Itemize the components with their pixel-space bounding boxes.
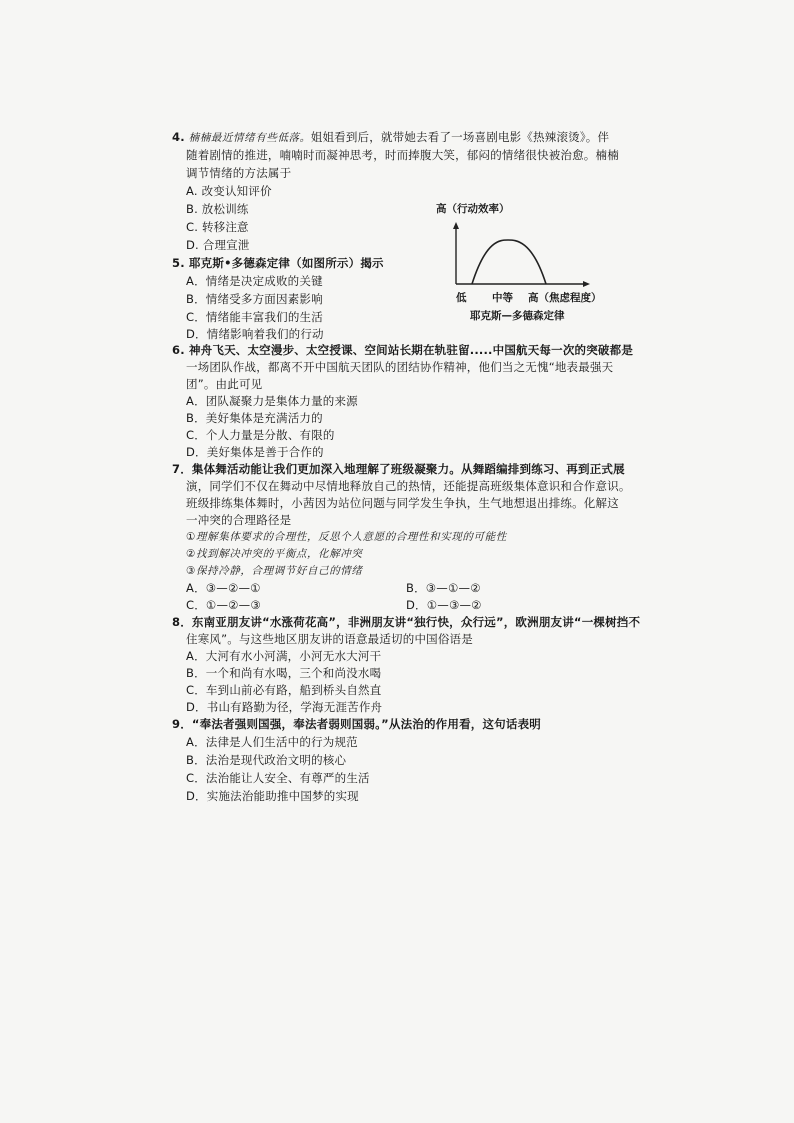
y-axis-arrow bbox=[453, 222, 459, 229]
q9-option-d: D．实施法治能助推中国梦的实现 bbox=[186, 789, 359, 803]
chart-caption: 耶克斯—多德森定律 bbox=[470, 310, 565, 322]
x-tick-mid: 中等 bbox=[492, 292, 513, 304]
chart-y-label: 高（行动效率） bbox=[436, 203, 510, 215]
q7-item-2: ②找到解决冲突的平衡点，化解冲突 bbox=[186, 548, 363, 560]
x-tick-low: 低 bbox=[456, 292, 467, 304]
chart-plot bbox=[428, 198, 618, 324]
q4-number: 4. bbox=[172, 130, 185, 144]
q7-option-d: D．①—③—② bbox=[406, 598, 482, 612]
q7-option-a: A．③—②—① bbox=[186, 581, 261, 595]
q7-option-c: C．①—②—③ bbox=[186, 598, 261, 612]
q4-option-d: D. 合理宣泄 bbox=[186, 238, 250, 252]
q4-line-1 bbox=[172, 129, 609, 146]
q7-option-b: B．③—①—② bbox=[406, 581, 481, 595]
q8-option-c: C．车到山前必有路，船到桥头自然直 bbox=[186, 683, 382, 697]
q6-option-a: A．团队凝聚力是集体力量的来源 bbox=[186, 394, 358, 408]
q6-option-d: D．美好集体是善于合作的 bbox=[186, 445, 324, 459]
q8-line-1: 8．东南亚朋友讲“水涨荷花高”，非洲朋友讲“独行快，众行远”，欧洲朋友讲“一棵树挡不 bbox=[172, 615, 641, 629]
q4-line-3: 调节情绪的方法属于 bbox=[186, 166, 292, 180]
q6-line-1: 6. 神舟飞天、太空漫步、太空授课、空间站长期在轨驻留.....中国航天每一次的突破都是 bbox=[172, 343, 634, 357]
q6-line-2: 一场团队作战，都离不开中国航天团队的团结协作精神，他们当之无愧“地表最强天 bbox=[186, 360, 614, 374]
q4-option-a: A. 改变认知评价 bbox=[186, 184, 272, 198]
q4-option-c: C. 转移注意 bbox=[186, 220, 249, 234]
q4-option-b: B. 放松训练 bbox=[186, 202, 249, 216]
q4-faint-text: 楠楠最近情绪有些低落。 bbox=[188, 132, 311, 144]
q8-option-b: B．一个和尚有水喝，三个和尚没水喝 bbox=[186, 666, 382, 680]
q9-option-a: A．法律是人们生活中的行为规范 bbox=[186, 735, 358, 749]
q4-line-2: 随着剧情的推进，喃喃时而凝神思考，时而捧腹大笑，郁闷的情绪很快被治愈。楠楠 bbox=[186, 148, 619, 162]
q9-stem: 9．“奉法者强则国强，奉法者弱则国弱。”从法治的作用看，这句话表明 bbox=[172, 717, 541, 731]
q7-line-2: 演，同学们不仅在舞动中尽情地释放自己的热情，还能提高班级集体意识和合作意识。 bbox=[186, 479, 631, 493]
q7-line-4: 一冲突的合理路径是 bbox=[186, 513, 292, 527]
q5-stem: 5. 耶克斯•多德森定律（如图所示）揭示 bbox=[172, 256, 384, 270]
yerkes-dodson-chart bbox=[428, 198, 618, 324]
q5-option-d: D．情绪影响着我们的行动 bbox=[186, 327, 324, 341]
q7-item-1: ①理解集体要求的合理性，反思个人意愿的合理性和实现的可能性 bbox=[186, 531, 507, 543]
performance-curve bbox=[472, 240, 546, 284]
q5-option-c: C．情绪能丰富我们的生活 bbox=[186, 310, 323, 324]
x-tick-high: 高（焦虑程度） bbox=[528, 292, 602, 304]
q9-option-b: B．法治是现代政治文明的核心 bbox=[186, 753, 347, 767]
q9-option-c: C．法治能让人安全、有尊严的生活 bbox=[186, 771, 370, 785]
q5-option-a: A．情绪是决定成败的关键 bbox=[186, 274, 323, 288]
q8-line-2: 住寒风”。与这些地区朋友讲的语意最适切的中国俗语是 bbox=[186, 632, 473, 646]
q5-option-b: B．情绪受多方面因素影响 bbox=[186, 292, 323, 306]
q8-option-a: A．大河有水小河满，小河无水大河干 bbox=[186, 649, 382, 663]
q6-option-b: B．美好集体是充满活力的 bbox=[186, 411, 323, 425]
q8-option-d: D．书山有路勤为径，学海无涯苦作舟 bbox=[186, 700, 383, 714]
q7-item-3: ③保持冷静，合理调节好自己的情绪 bbox=[186, 565, 363, 577]
q4-line-1-text: 姐姐看到后，就带她去看了一场喜剧电影《热辣滚烫》。伴 bbox=[310, 130, 610, 144]
x-axis-arrow bbox=[583, 281, 590, 287]
q6-line-3: 团”。由此可见 bbox=[186, 377, 263, 391]
q6-option-c: C．个人力量是分散、有限的 bbox=[186, 428, 335, 442]
q7-line-1: 7．集体舞活动能让我们更加深入地理解了班级凝聚力。从舞蹈编排到练习、再到正式展 bbox=[172, 462, 625, 476]
q7-line-3: 班级排练集体舞时，小茜因为站位问题与同学发生争执，生气地想退出排练。化解这 bbox=[186, 496, 619, 510]
